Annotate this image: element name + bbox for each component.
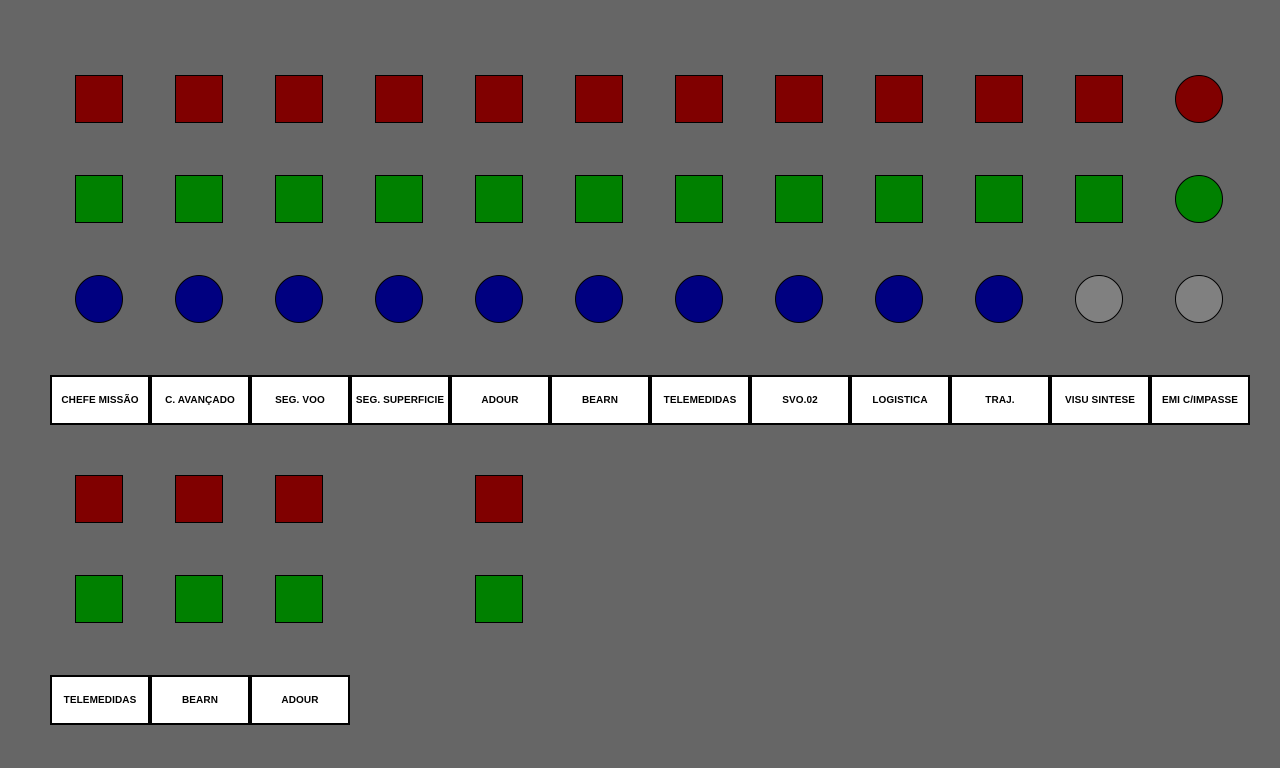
- indicator-green-square: [75, 575, 123, 623]
- indicator-green-square: [775, 175, 823, 223]
- station-button-emi-impasse[interactable]: EMI C/IMPASSE: [1150, 375, 1250, 425]
- indicator-red-square: [175, 475, 223, 523]
- indicator-blue-circle: [375, 275, 423, 323]
- indicator-green-square: [475, 175, 523, 223]
- indicator-red-square: [275, 75, 323, 123]
- indicator-blue-circle: [975, 275, 1023, 323]
- station-button-c-avancado[interactable]: C. AVANÇADO: [150, 375, 250, 425]
- indicator-red-square: [475, 75, 523, 123]
- indicator-red-square: [1075, 75, 1123, 123]
- indicator-blue-circle: [275, 275, 323, 323]
- station-button-bearn[interactable]: BEARN: [550, 375, 650, 425]
- indicator-red-square: [175, 75, 223, 123]
- indicator-red-square: [875, 75, 923, 123]
- indicator-green-square: [275, 175, 323, 223]
- indicator-green-square: [75, 175, 123, 223]
- indicator-green-circle: [1175, 175, 1223, 223]
- indicator-red-square: [375, 75, 423, 123]
- indicator-blue-circle: [675, 275, 723, 323]
- indicator-green-square: [275, 575, 323, 623]
- indicator-red-square: [75, 75, 123, 123]
- indicator-blue-circle: [575, 275, 623, 323]
- indicator-green-square: [175, 575, 223, 623]
- indicator-red-square: [475, 475, 523, 523]
- indicator-green-square: [675, 175, 723, 223]
- station-button-svo02[interactable]: SVO.02: [750, 375, 850, 425]
- station-button-bearn-2[interactable]: BEARN: [150, 675, 250, 725]
- indicator-blue-circle: [775, 275, 823, 323]
- indicator-red-square: [275, 475, 323, 523]
- indicator-blue-circle: [75, 275, 123, 323]
- indicator-green-square: [475, 575, 523, 623]
- station-button-seg-voo[interactable]: SEG. VOO: [250, 375, 350, 425]
- indicator-blue-circle: [875, 275, 923, 323]
- indicator-red-square: [775, 75, 823, 123]
- indicator-gray-circle: [1175, 275, 1223, 323]
- station-button-traj[interactable]: TRAJ.: [950, 375, 1050, 425]
- indicator-green-square: [375, 175, 423, 223]
- indicator-gray-circle: [1075, 275, 1123, 323]
- station-button-adour-2[interactable]: ADOUR: [250, 675, 350, 725]
- station-button-adour[interactable]: ADOUR: [450, 375, 550, 425]
- station-button-seg-superficie[interactable]: SEG. SUPERFICIE: [350, 375, 450, 425]
- station-button-visu-sintese[interactable]: VISU SINTESE: [1050, 375, 1150, 425]
- station-button-chefe-missao[interactable]: CHEFE MISSÃO: [50, 375, 150, 425]
- station-button-logistica[interactable]: LOGISTICA: [850, 375, 950, 425]
- station-button-telemedidas-2[interactable]: TELEMEDIDAS: [50, 675, 150, 725]
- indicator-red-square: [575, 75, 623, 123]
- indicator-green-square: [1075, 175, 1123, 223]
- indicator-red-square: [75, 475, 123, 523]
- indicator-green-square: [875, 175, 923, 223]
- indicator-green-square: [975, 175, 1023, 223]
- indicator-green-square: [575, 175, 623, 223]
- indicator-red-square: [975, 75, 1023, 123]
- station-button-telemedidas[interactable]: TELEMEDIDAS: [650, 375, 750, 425]
- indicator-red-square: [675, 75, 723, 123]
- indicator-green-square: [175, 175, 223, 223]
- indicator-blue-circle: [475, 275, 523, 323]
- indicator-red-circle: [1175, 75, 1223, 123]
- indicator-blue-circle: [175, 275, 223, 323]
